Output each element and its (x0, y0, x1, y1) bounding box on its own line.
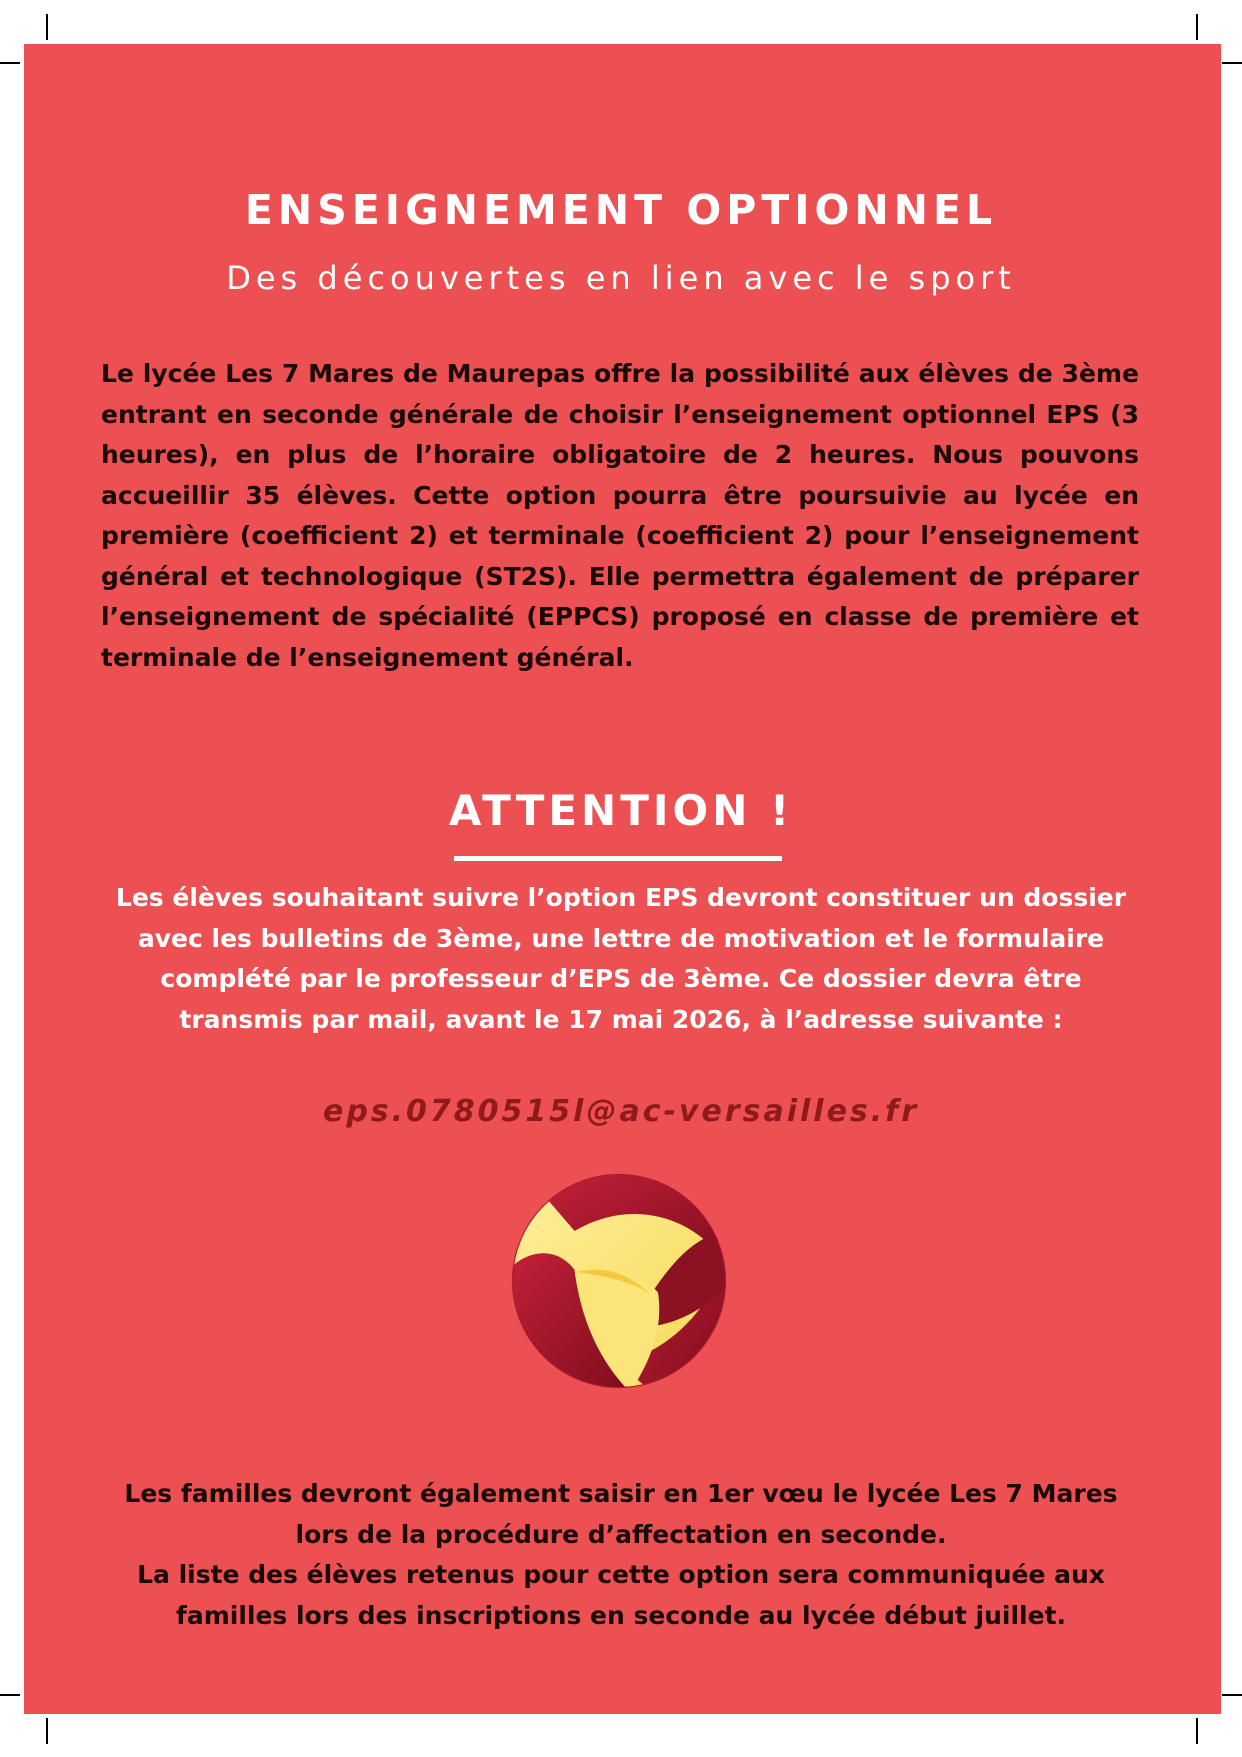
families-paragraph (101, 1474, 1141, 1636)
attention-line: Les élèves souhaitant suivre l’option EPS devront constituer un dossier (115, 883, 1127, 912)
crop-mark-bottom-left-vertical (46, 1718, 48, 1744)
attention-underline (454, 856, 782, 861)
page-subtitle: Des découvertes en lien avec le sport (226, 259, 1016, 297)
crop-mark-bottom-left-horizontal (0, 1694, 20, 1696)
families-line: La liste des élèves retenus pour cette option sera communiquée aux (137, 1560, 1105, 1589)
families-line: lors de la procédure d’affectation en seconde. (295, 1519, 947, 1549)
volleyball-icon (508, 1170, 730, 1392)
crop-mark-top-left-vertical (46, 14, 48, 40)
attention-line: transmis par mail, avant le 17 mai 2026, à l’adresse suivante : (179, 1004, 1063, 1034)
families-line: Les familles devront également saisir en 1er vœu le lycée Les 7 Mares (124, 1479, 1118, 1508)
crop-mark-top-right-horizontal (1222, 62, 1242, 64)
page-title: ENSEIGNEMENT OPTIONNEL (244, 186, 998, 234)
intro-paragraph: Le lycée Les 7 Mares de Maurepas offre la possibilité aux élèves de 3ème entrant en seconde générale de choisir l’enseignement optionnel EPS (3 heures), en plus de l’horaire obligatoire de 2 heures. Nous pouvons accueillir 35 élèves. Cette option pourra être poursuivie au lycée en première (coefficient 2) et terminale (coefficient 2) pour l’enseignement général et technologique (ST2S). Elle permettra également de préparer l’enseignement de spécialité (EPPCS) proposé en classe de première et terminale de l’enseignement général. (101, 359, 1139, 672)
attention-line: complété par le professeur d’EPS de 3ème. Ce dossier devra être (160, 964, 1082, 993)
families-line: familles lors des inscriptions en seconde au lycée début juillet. (175, 1600, 1067, 1630)
crop-mark-bottom-right-vertical (1196, 1718, 1198, 1744)
attention-paragraph (110, 878, 1132, 1040)
crop-mark-bottom-right-horizontal (1222, 1694, 1242, 1696)
attention-heading: ATTENTION ! (448, 786, 794, 835)
crop-mark-top-left-horizontal (0, 62, 20, 64)
attention-line: avec les bulletins de 3ème, une lettre de motivation et le formulaire (137, 923, 1105, 953)
contact-email[interactable]: eps.0780515l@ac-versailles.fr (322, 1094, 920, 1129)
crop-mark-top-right-vertical (1196, 14, 1198, 40)
